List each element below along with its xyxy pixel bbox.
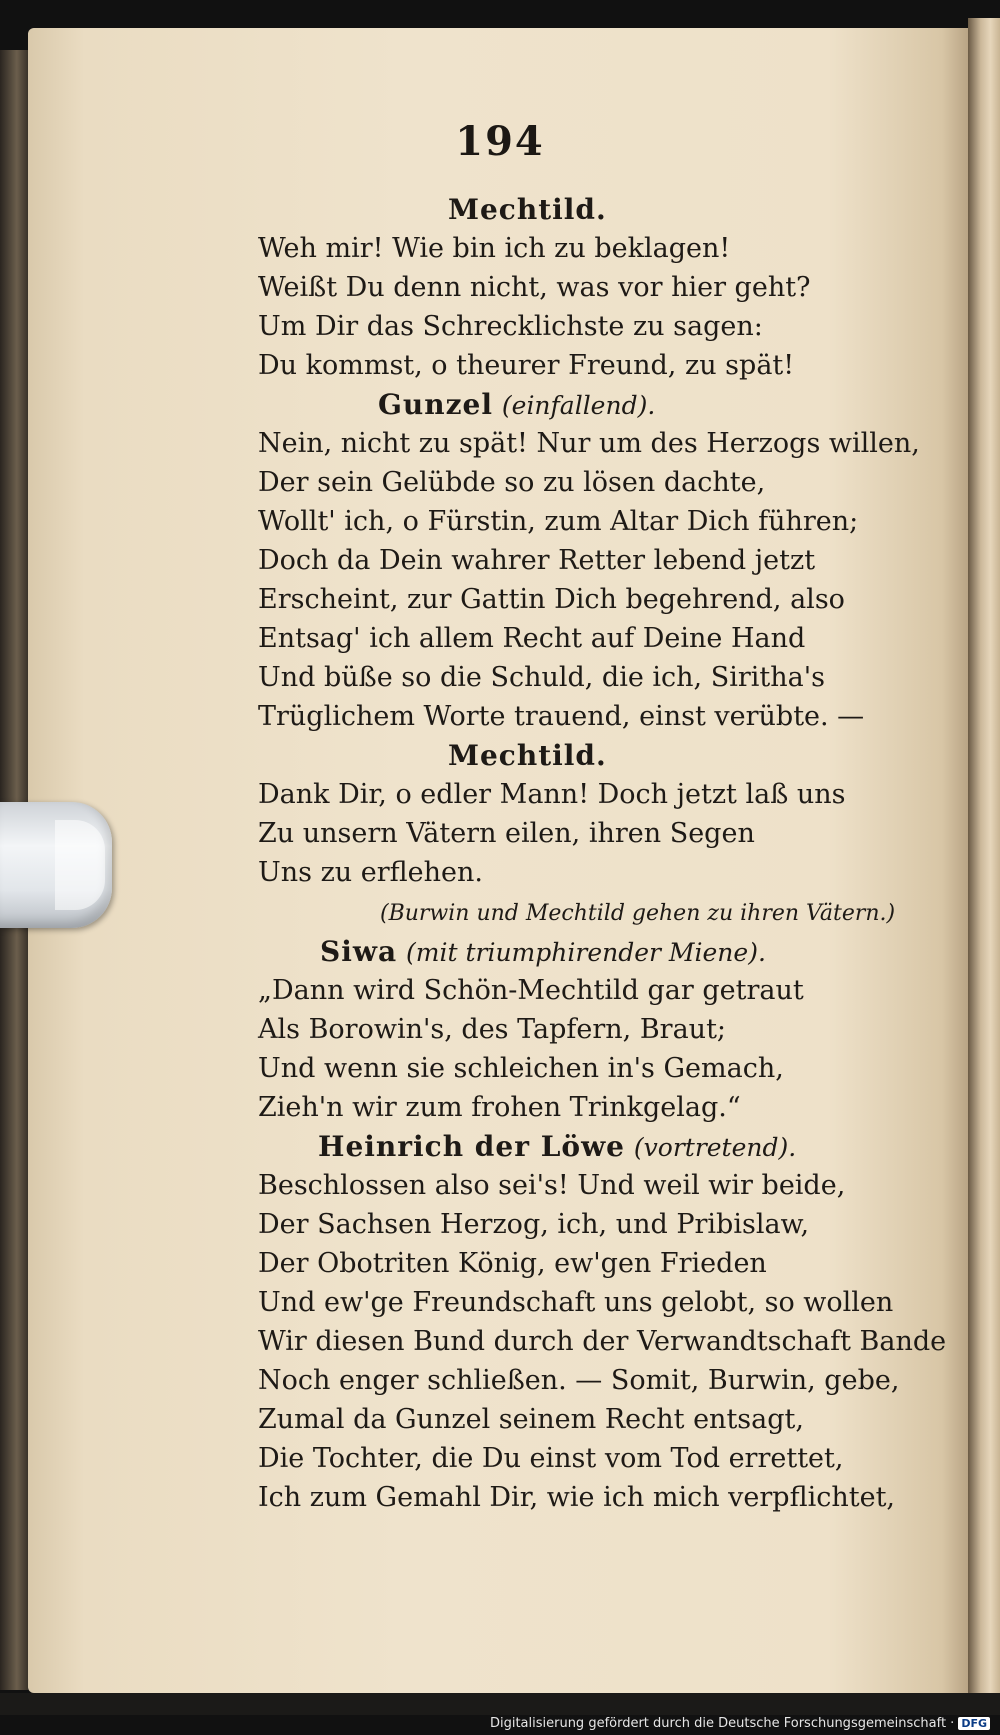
digitization-footer <box>0 1716 990 1731</box>
verse-line: Wir diesen Bund durch der Verwandtschaft Bande <box>258 1326 947 1357</box>
verse-line: Die Tochter, die Du einst vom Tod errettet, <box>258 1443 844 1474</box>
verse-line: Doch da Dein wahrer Retter lebend jetzt <box>258 545 816 576</box>
verse-line: Wollt' ich, o Fürstin, zum Altar Dich führen; <box>258 506 859 537</box>
verse-line: Ich zum Gemahl Dir, wie ich mich verpflichtet, <box>258 1482 896 1513</box>
speaker-name: Heinrich der Löwe <box>318 1130 625 1163</box>
play-text <box>258 190 958 1517</box>
stage-direction-inline: (vortretend). <box>633 1133 797 1162</box>
speaker-heading <box>258 1127 958 1166</box>
verse-line: Und wenn sie schleichen in's Gemach, <box>258 1053 784 1084</box>
verse-line: Trüglichem Worte trauend, einst verübte. — <box>258 701 865 732</box>
thumb-holding-page <box>0 802 112 928</box>
speaker-heading <box>258 190 958 229</box>
verse-line: Erscheint, zur Gattin Dich begehrend, also <box>258 584 845 615</box>
verse-line: Entsag' ich allem Recht auf Deine Hand <box>258 623 806 654</box>
page-number: 194 <box>455 118 545 165</box>
verse-line: Nein, nicht zu spät! Nur um des Herzogs willen, <box>258 428 920 459</box>
verse-line: Beschlossen also sei's! Und weil wir beide, <box>258 1170 846 1201</box>
verse-line: Uns zu erflehen. <box>258 857 483 888</box>
verse-line: Weißt Du denn nicht, was vor hier geht? <box>258 272 811 303</box>
next-page-edge <box>968 18 1000 1708</box>
speaker-name: Gunzel <box>378 388 493 421</box>
stage-direction: (Burwin und Mechtild gehen zu ihren Vätern.) <box>380 901 896 926</box>
speaker-name: Mechtild. <box>448 193 607 226</box>
verse-line: Noch enger schließen. — Somit, Burwin, gebe, <box>258 1365 900 1396</box>
verse-line: „Dann wird Schön-Mechtild gar getraut <box>258 975 804 1006</box>
verse-line: Weh mir! Wie bin ich zu beklagen! <box>258 233 731 264</box>
thumbnail-highlight <box>55 820 105 910</box>
verse-line: Und ew'ge Freundschaft uns gelobt, so wollen <box>258 1287 894 1318</box>
verse-line: Dank Dir, o edler Mann! Doch jetzt laß uns <box>258 779 846 810</box>
verse-line: Und büße so die Schuld, die ich, Siritha's <box>258 662 826 693</box>
verse-line: Zu unsern Vätern eilen, ihren Segen <box>258 818 755 849</box>
verse-line: Als Borowin's, des Tapfern, Braut; <box>258 1014 727 1045</box>
book-bottom-edge <box>0 1693 1000 1715</box>
speaker-name: Siwa <box>320 935 398 968</box>
verse-line: Der sein Gelübde so zu lösen dachte, <box>258 467 766 498</box>
speaker-name: Mechtild. <box>448 739 607 772</box>
stage-direction-inline: (mit triumphirender Miene). <box>406 938 766 967</box>
verse-line: Zumal da Gunzel seinem Recht entsagt, <box>258 1404 804 1435</box>
verse-line: Du kommst, o theurer Freund, zu spät! <box>258 350 795 381</box>
verse-line: Der Obotriten König, ew'gen Frieden <box>258 1248 767 1279</box>
verse-line: Der Sachsen Herzog, ich, und Pribislaw, <box>258 1209 810 1240</box>
speaker-heading <box>258 736 958 775</box>
stage-direction-inline: (einfallend). <box>501 391 656 420</box>
verse-line: Zieh'n wir zum frohen Trinkgelag.“ <box>258 1092 741 1123</box>
speaker-heading <box>258 932 958 971</box>
footer-credit: Digitalisierung gefördert durch die Deutsche Forschungsgemeinschaft · <box>489 1716 955 1731</box>
dfg-logo: DFG <box>958 1717 990 1730</box>
verse-line: Um Dir das Schrecklichste zu sagen: <box>258 311 763 342</box>
speaker-heading <box>258 385 958 424</box>
